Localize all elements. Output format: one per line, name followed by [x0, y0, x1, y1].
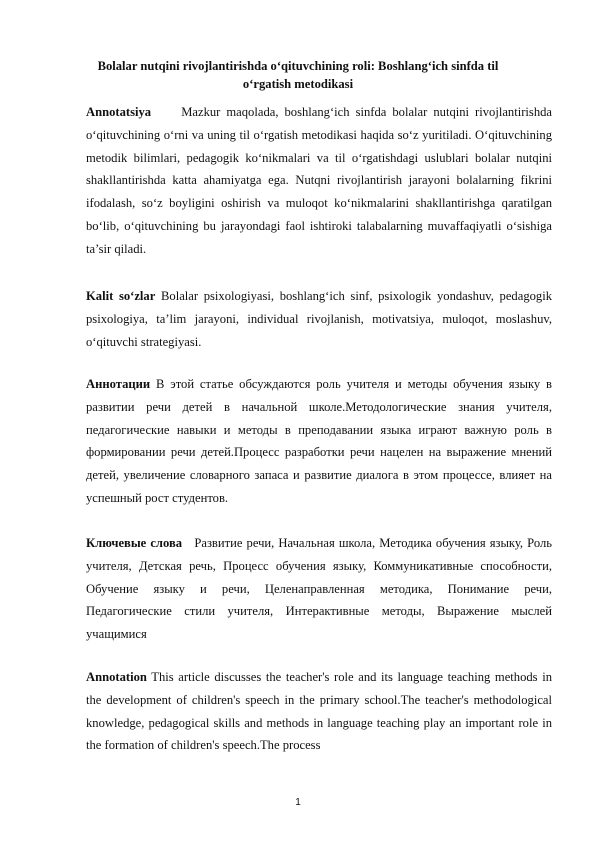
keywords-ru-label: Ключевые слова [86, 536, 183, 550]
annotation-ru-label: Аннотации [86, 377, 151, 391]
keywords-uz-label: Kalit so‘zlar [86, 289, 156, 303]
annotation-ru-paragraph [86, 373, 552, 510]
keywords-ru-paragraph [86, 532, 552, 646]
document-title: Bolalar nutqini rivojlantirishda o‘qituvchining roli: Boshlang‘ich sinfda til o‘rgatish metodikasi [97, 59, 499, 91]
keywords-ru-text: Развитие речи, Начальная школа, Методика обучения языку, Роль учителя, Детская речь, Процесс обучения языку, Коммуникативные способности, Обучение языку и речи, Целенаправленная методика, Понимание речи, Педагогические стили учителя, Интерактивные методы, Выражение мыслей учащимися [86, 536, 552, 642]
keywords-uz-paragraph [86, 285, 552, 353]
annotation-en-paragraph [86, 666, 552, 757]
annotation-en-text: This article discusses the teacher's role and its language teaching methods in the development of children's speech in the primary school.The teacher's methodological knowledge, pedagogical skills and methods in language teaching play an important role in the formation of children's speech.The process [86, 670, 553, 753]
page-number: 1 [295, 797, 301, 808]
annotation-uz-label: Annotatsiya [86, 105, 152, 119]
annotation-uz-text: Mazkur maqolada, boshlang‘ich sinfda bolalar nutqini rivojlantirishda o‘qituvchining o‘rni va uning til o‘rgatish metodikasi haqida so‘z yuritiladi. O‘qituvchining metodik bilimlari, pedagogik ko‘nikmalari va til o‘rgatishdagi uslublari bolalar nutqini shakllantirishda katta ahamiyatga ega. Nutqni rivojlantirish jarayoni bolalarning fikrini ifodalash, so‘z boyligini oshirish va muloqot ko‘nikmalarini shakllantirishga qaratilgan bo‘lib, o‘qituvchining bu jarayondagi faol ishtiroki talabalarning muvaffaqiyatli o‘sishiga ta’sir qiladi. [86, 105, 552, 256]
annotation-uz-paragraph [86, 101, 552, 261]
annotation-ru-text: В этой статье обсуждаются роль учителя и методы обучения языку в развитии речи детей в начальной школе.Методологические знания учителя, педагогические навыки и методы в преподавании языка играют важную роль в формировании речи детей.Процесс разработки речи нацелен на выражение мнений детей, увеличение словарного запаса и развитие диалога в этом процессе, влияет на успешный рост студентов. [86, 377, 552, 505]
keywords-uz-text: Bolalar psixologiyasi, boshlang‘ich sinf, psixologik yondashuv, pedagogik psixologiya, ta’lim jarayoni, individual rivojlanish, motivatsiya, muloqot, moslashuv, o‘qituvchi strategiyasi. [86, 289, 552, 349]
annotation-en-label: Annotation [86, 670, 147, 684]
